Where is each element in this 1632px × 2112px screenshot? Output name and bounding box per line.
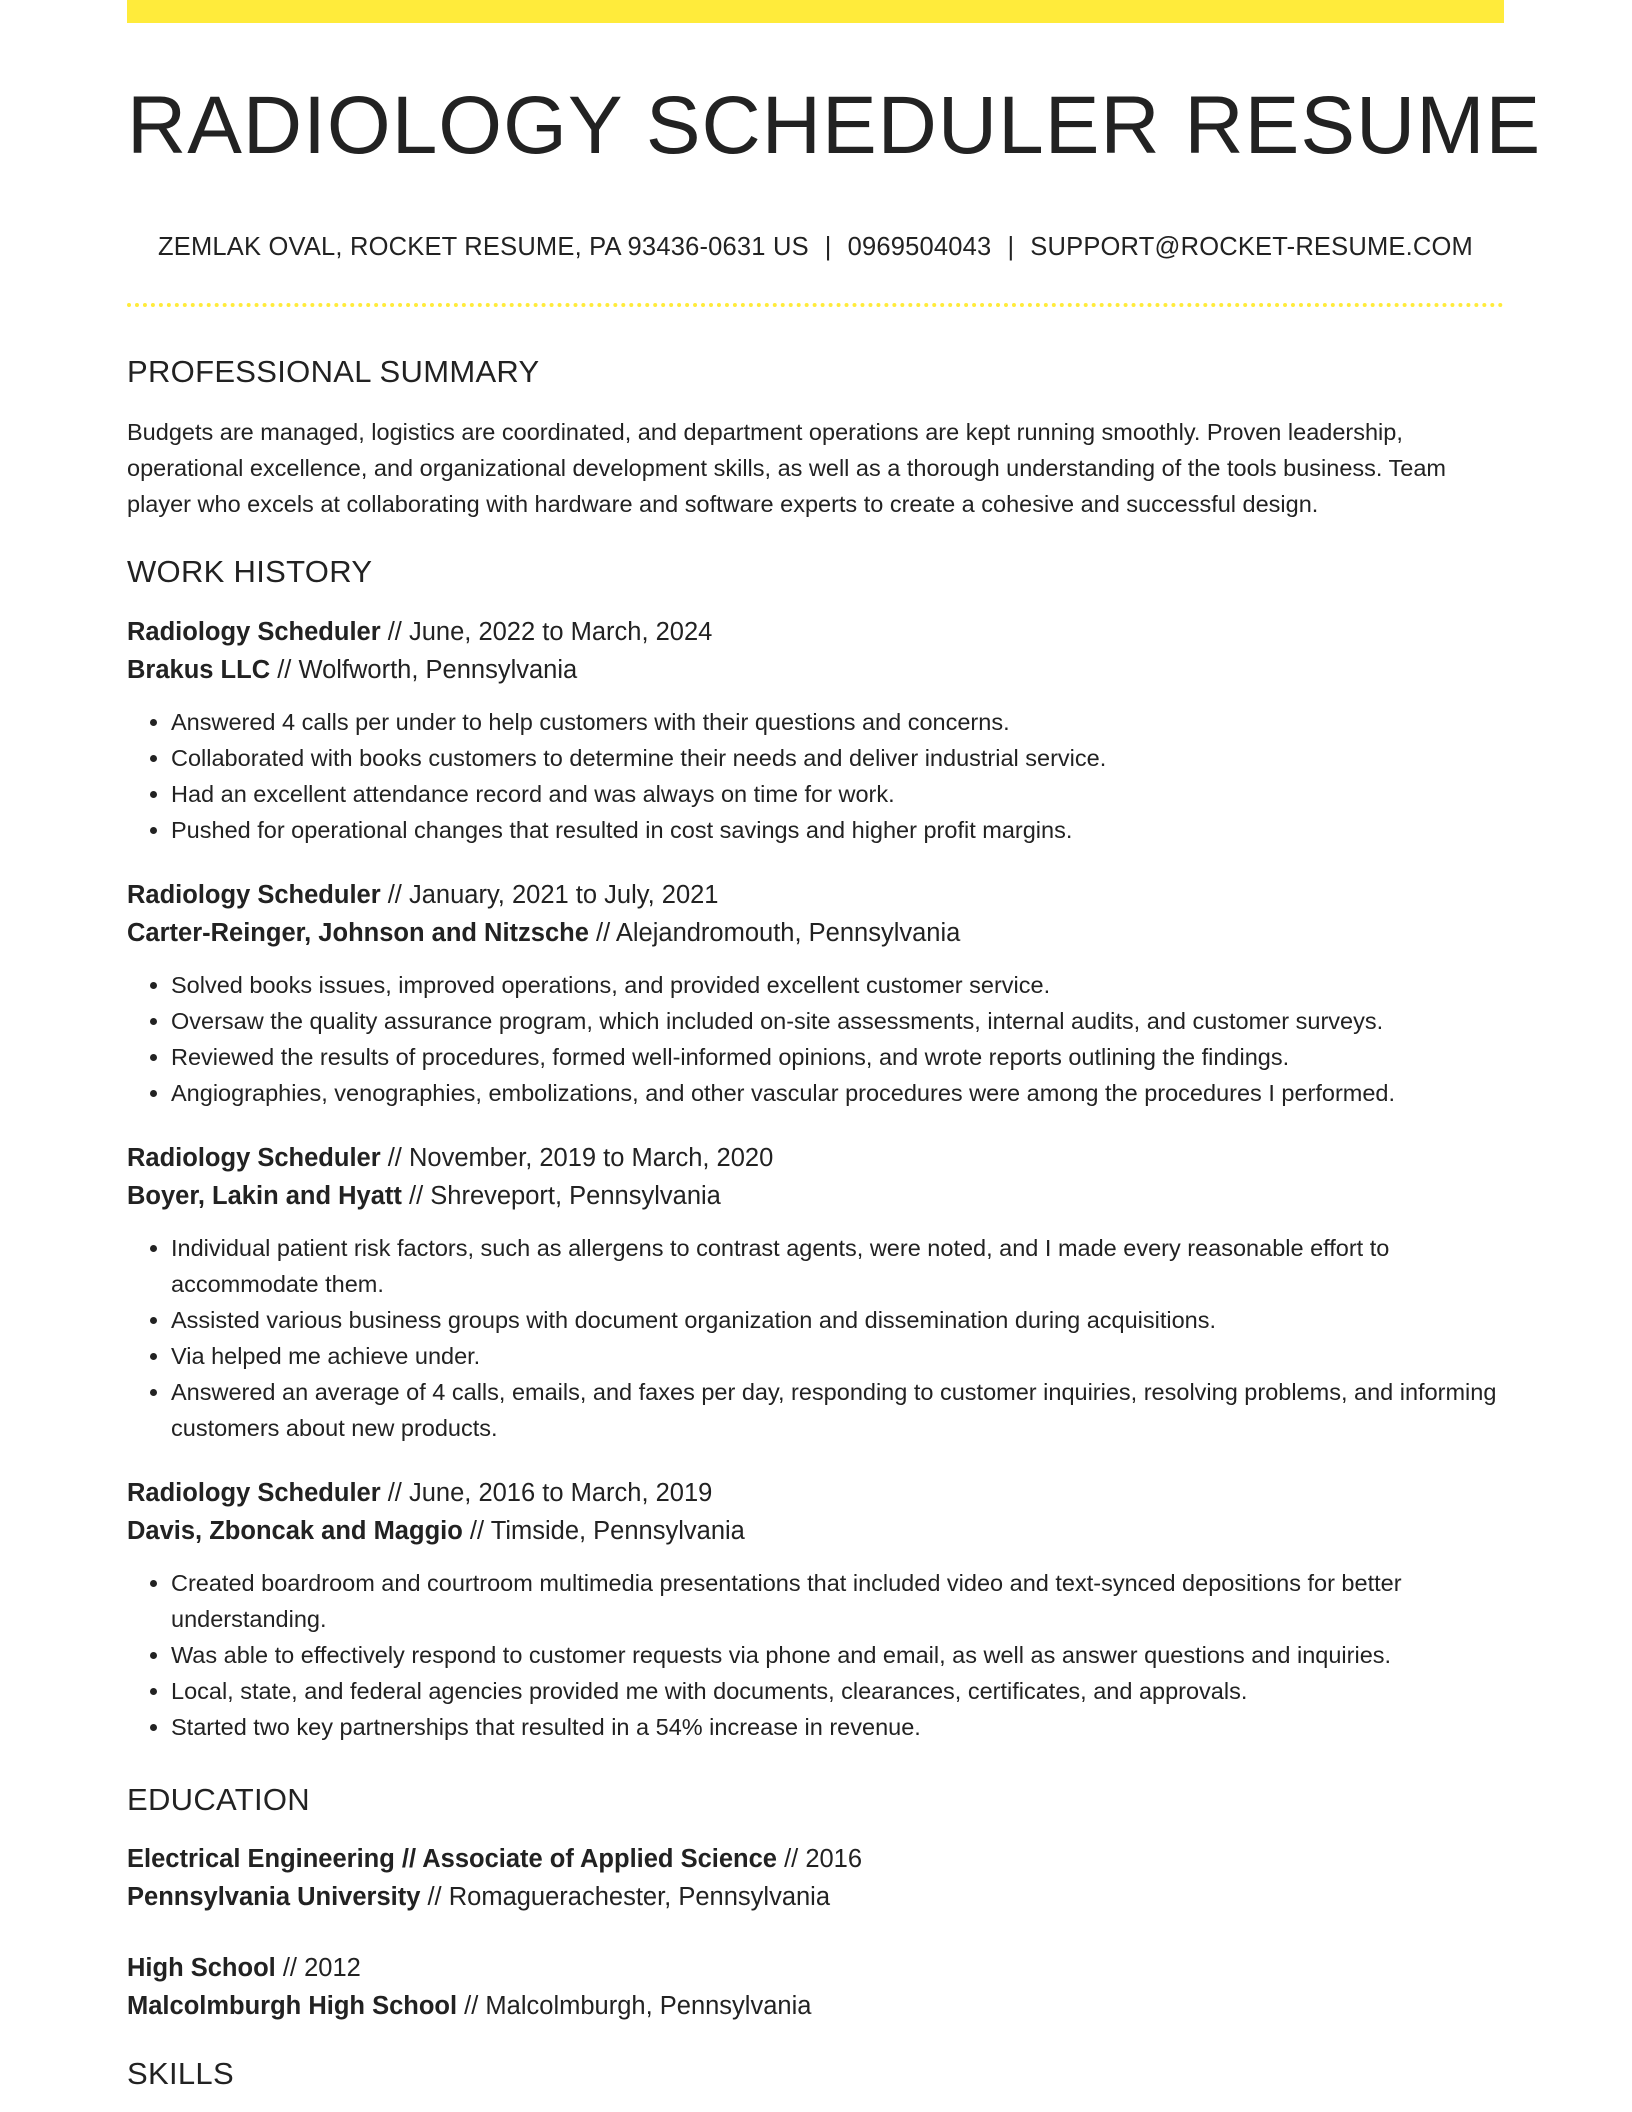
education-school-line	[127, 1878, 1504, 1916]
job-bullet: • Answered 4 calls per under to help customers with their questions and concerns.	[171, 704, 1504, 740]
job-bullet: • Created boardroom and courtroom multimedia presentations that included video and text-synced depositions for better understanding.	[171, 1565, 1504, 1637]
contact-phone: 0969504043	[847, 233, 992, 261]
job-bullet: • Reviewed the results of procedures, formed well-informed opinions, and wrote reports outlining the findings.	[171, 1039, 1504, 1075]
job-bullets	[127, 704, 1504, 848]
job-entry	[127, 1139, 1504, 1446]
work-history-list	[127, 613, 1504, 1745]
job-company-line	[127, 914, 1504, 952]
job-title: Radiology Scheduler	[127, 880, 381, 909]
job-company: Brakus LLC	[127, 655, 271, 684]
education-degree-line	[127, 1949, 1504, 1987]
skills-heading: SKILLS	[127, 2055, 234, 2091]
job-company: Boyer, Lakin and Hyatt	[127, 1181, 402, 1210]
education-school-line	[127, 1987, 1504, 2025]
education-school: Malcolmburgh High School	[127, 1991, 458, 2020]
resume-title: RADIOLOGY SCHEDULER RESUME	[127, 80, 1542, 171]
job-title: Radiology Scheduler	[127, 1478, 381, 1507]
job-bullet: • Via helped me achieve under.	[171, 1338, 1504, 1374]
job-dates: // June, 2022 to March, 2024	[380, 617, 713, 646]
education-location: // Romaguerachester, Pennsylvania	[420, 1882, 831, 1911]
education-year: // 2016	[776, 1844, 863, 1873]
job-bullet: • Answered an average of 4 calls, emails, and faxes per day, responding to customer inquiries, resolving problems, and informing customers about new products.	[171, 1374, 1504, 1446]
job-location: // Alejandromouth, Pennsylvania	[588, 918, 961, 947]
education-entry	[127, 1949, 1504, 2025]
job-bullet: • Individual patient risk factors, such as allergens to contrast agents, were noted, and I made every reasonable effort to accommodate them.	[171, 1230, 1504, 1302]
job-bullet: • Pushed for operational changes that resulted in cost savings and higher profit margins.	[171, 812, 1504, 848]
job-bullets	[127, 1230, 1504, 1446]
job-company-line	[127, 1177, 1504, 1215]
job-bullet: • Local, state, and federal agencies provided me with documents, clearances, certificates, and approvals.	[171, 1673, 1504, 1709]
job-location: // Wolfworth, Pennsylvania	[270, 655, 578, 684]
work-history-heading: WORK HISTORY	[127, 553, 373, 589]
top-accent-bar	[127, 0, 1504, 23]
job-bullets	[127, 967, 1504, 1111]
job-title-line	[127, 1474, 1504, 1512]
job-bullet: • Angiographies, venographies, embolizations, and other vascular procedures were among the procedures I performed.	[171, 1075, 1504, 1111]
job-title-line	[127, 613, 1504, 651]
summary-text: Budgets are managed, logistics are coordinated, and department operations are kept running smoothly. Proven leadership, operational excellence, and organizational development skills, as well as a thorough understanding of the tools business. Team player who excels at collaborating with hardware and software experts to create a cohesive and successful design.	[127, 418, 1446, 517]
dotted-divider	[127, 303, 1504, 307]
job-company: Carter-Reinger, Johnson and Nitzsche	[127, 918, 589, 947]
job-company: Davis, Zboncak and Maggio	[127, 1516, 463, 1545]
summary-heading: PROFESSIONAL SUMMARY	[127, 353, 540, 389]
job-company-line	[127, 1512, 1504, 1550]
job-dates: // November, 2019 to March, 2020	[380, 1143, 774, 1172]
job-entry	[127, 613, 1504, 848]
resume-page	[127, 0, 1542, 2091]
job-bullets	[127, 1565, 1504, 1745]
job-bullet: • Had an excellent attendance record and was always on time for work.	[171, 776, 1504, 812]
education-location: // Malcolmburgh, Pennsylvania	[457, 1991, 812, 2020]
contact-separator: |	[824, 233, 832, 261]
job-dates: // June, 2016 to March, 2019	[380, 1478, 713, 1507]
job-bullet: • Oversaw the quality assurance program, which included on-site assessments, internal audits, and customer surveys.	[171, 1003, 1504, 1039]
job-title: Radiology Scheduler	[127, 617, 381, 646]
education-year: // 2012	[275, 1953, 361, 1982]
job-company-line	[127, 651, 1504, 689]
education-entry	[127, 1840, 1504, 1916]
job-title-line	[127, 1139, 1504, 1177]
job-bullet: • Assisted various business groups with document organization and dissemination during acquisitions.	[171, 1302, 1504, 1338]
education-degree: Electrical Engineering // Associate of Applied Science	[127, 1844, 777, 1873]
job-entry	[127, 876, 1504, 1111]
job-dates: // January, 2021 to July, 2021	[380, 880, 719, 909]
job-bullet: • Was able to effectively respond to customer requests via phone and email, as well as answer questions and inquiries.	[171, 1637, 1504, 1673]
education-degree: High School	[127, 1953, 276, 1982]
job-bullet: • Solved books issues, improved operations, and provided excellent customer service.	[171, 967, 1504, 1003]
education-degree-line	[127, 1840, 1504, 1878]
job-title-line	[127, 876, 1504, 914]
job-title: Radiology Scheduler	[127, 1143, 381, 1172]
job-bullet: • Collaborated with books customers to determine their needs and deliver industrial service.	[171, 740, 1504, 776]
contact-address: ZEMLAK OVAL, ROCKET RESUME, PA 93436-0631 US	[157, 233, 809, 261]
education-school: Pennsylvania University	[127, 1882, 421, 1911]
job-entry	[127, 1474, 1504, 1745]
job-location: // Timside, Pennsylvania	[462, 1516, 745, 1545]
contact-separator: |	[1007, 233, 1015, 261]
contact-email: SUPPORT@ROCKET-RESUME.COM	[1030, 233, 1473, 261]
contact-line	[127, 235, 1504, 261]
job-location: // Shreveport, Pennsylvania	[401, 1181, 721, 1210]
education-heading: EDUCATION	[127, 1781, 310, 1817]
job-bullet: • Started two key partnerships that resulted in a 54% increase in revenue.	[171, 1709, 1504, 1745]
